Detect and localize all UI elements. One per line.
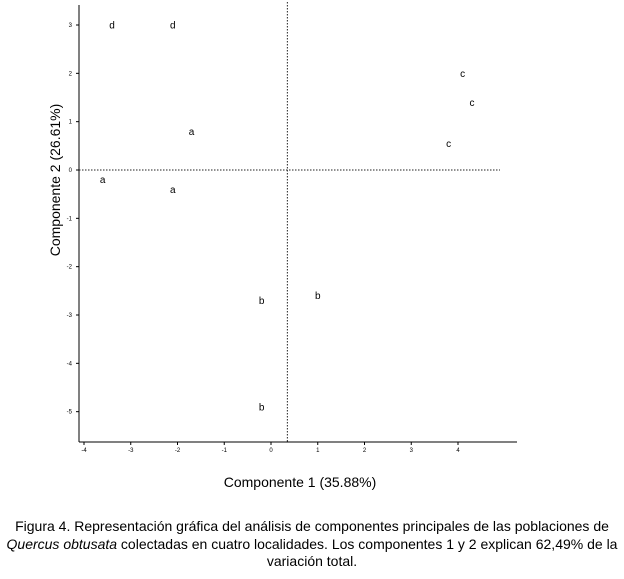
plot-axes (79, 5, 517, 442)
x-axis-label: Componente 1 (35.88%) (223, 474, 377, 490)
axis-ticks (66, 20, 461, 454)
x-tick-label: -1 (221, 448, 227, 454)
y-axis-label: Componente 2 (26.61%) (47, 103, 63, 257)
y-tick-label: -2 (66, 264, 72, 271)
x-tick-label: 3 (409, 448, 413, 454)
y-tick-label: 2 (68, 71, 72, 78)
x-tick-label: 4 (456, 448, 460, 454)
point-a: a (188, 126, 195, 138)
y-tick-label: -1 (66, 216, 72, 223)
point-d: d (109, 20, 115, 32)
y-tick-label: 3 (68, 23, 72, 29)
point-a: a (170, 184, 176, 196)
y-tick-label: -3 (66, 313, 72, 319)
y-tick-label: -5 (66, 409, 72, 416)
caption-species: Quercus obtusata (6, 535, 118, 552)
y-tick-label: -4 (66, 361, 72, 368)
figure-caption (0, 518, 624, 571)
point-c: c (469, 97, 475, 109)
x-tick-label: -3 (128, 448, 134, 454)
caption-text-2: colectadas en cuatro localidades. Los componentes 1 y 2 explican 62,49% de la variación total. (117, 535, 618, 569)
reference-lines (79, 2, 500, 442)
point-b: b (258, 402, 265, 414)
x-tick-label: -4 (81, 448, 87, 454)
point-b: b (258, 296, 265, 307)
point-a: a (99, 175, 106, 187)
x-tick-label: 1 (316, 448, 320, 454)
y-tick-label: 0 (68, 168, 72, 174)
caption-text-1: Figura 4. Representación gráfica del análisis de componentes principales de las poblaciones de (15, 518, 609, 534)
x-tick-label: 2 (362, 448, 367, 454)
point-c: c (460, 68, 466, 80)
x-tick-label: 0 (269, 448, 273, 454)
y-tick-label: 1 (68, 119, 72, 126)
x-tick-label: -2 (174, 448, 181, 454)
point-d: d (170, 20, 176, 32)
point-c: c (446, 138, 452, 150)
point-b: b (314, 291, 321, 303)
